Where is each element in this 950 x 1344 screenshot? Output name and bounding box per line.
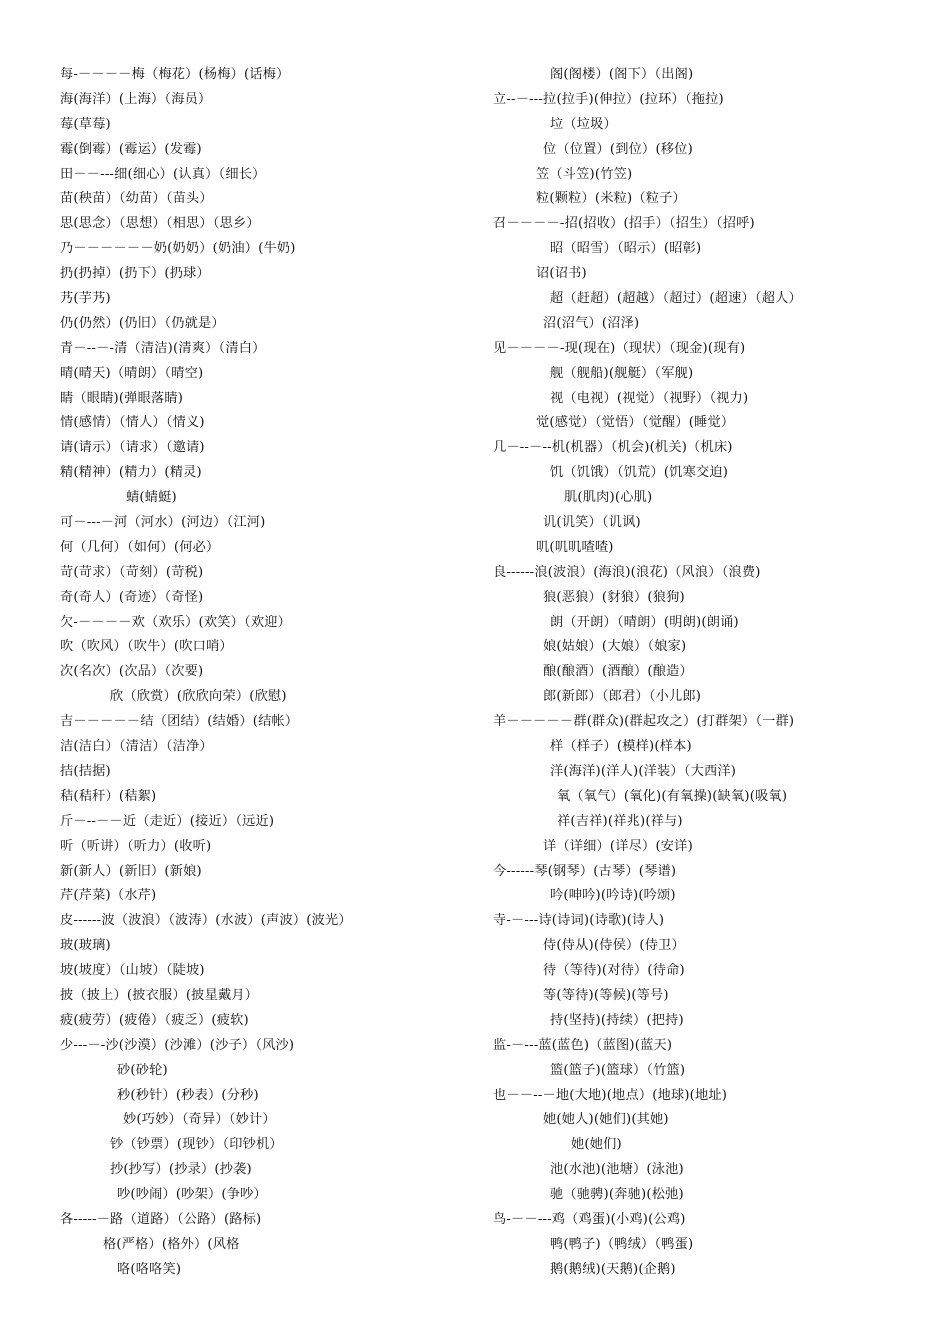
word-entry-line: 位（位置）(到位）(移位) [543,141,693,157]
word-entry-line: 疲(疲劳）(疲倦）（疲乏）(疲软) [60,1012,249,1028]
word-entry-line: 立--－---拉(拉手)(伸拉）(拉环）（拖拉) [493,91,724,107]
word-entry-line: 艿(芋艿) [60,291,111,307]
word-entry-line: 奇(奇人）(奇迹）（奇怪) [60,589,204,605]
word-entry-line: 情(感情）（情人）（情义) [60,415,205,431]
word-entry-line: 狼(恶狼）(豺狼）(狼狗) [543,589,685,605]
word-entry-line: 几－--－--机(机器）（机会)(机关)（机床) [493,440,733,456]
word-entry-line: 苛(苛求）（苛刻）(苛税) [60,564,204,580]
word-entry-line: 砂(砂轮) [117,1062,168,1078]
word-entry-line: 视（电视）(视觉）（视野）（视力) [550,390,749,406]
word-entry-line: 乃－－－－－－奶(奶奶）(奶油）(牛奶) [60,241,296,257]
word-entry-line: 阁(阁楼）(阁下）（出阁) [550,67,694,82]
word-entry-line: 秒(秒针）(秒表）(分秒) [117,1087,259,1103]
word-entry-line: 可－---－河（河水）(河边）（江河) [60,515,266,531]
word-entry-line: 各-----－路（道路）（公路）(路标) [60,1211,262,1227]
word-entry-line: 今------琴(钢琴）(古琴）(琴谱) [493,863,677,879]
word-entry-line: 她(她人)(她们)(其她) [543,1112,669,1128]
word-entry-line: 良------浪(波浪）(海浪)(浪花)（风浪）（浪费) [493,564,761,580]
word-entry-line: 吟(呻吟)(吟诗)(吟颂) [550,888,676,904]
word-entry-line: 扔(扔掉）(扔下）(扔球） [60,266,210,282]
word-entry-line: 吹（吹风）（吹牛）(吹口哨） [60,639,233,655]
word-entry-line: 听（听讲）（听力）(收听) [60,838,212,854]
word-entry-line: 妙(巧妙）（奇异）（妙计） [123,1112,276,1128]
word-entry-line: 她(她们) [571,1137,622,1153]
word-entry-line: 超（赶超）(超越）（超过）(超速）（超人） [550,291,802,307]
word-entry-line: 沼(沼气）(沼泽) [543,315,640,331]
word-entry-line: 觉(感觉）（觉悟）（觉醒）(睡觉） [536,415,735,431]
word-entry-line: 待（等待)(对待）(待命) [543,963,685,979]
word-entry-line: 氧（氧气）(氧化)(有氧操)(缺氧)(吸氧) [557,788,788,804]
word-entry-line: 粒(颗粒）(米粒)（粒子） [536,191,686,207]
word-entry-line: 驰（驰骋)(奔驰)(松弛) [550,1187,684,1203]
word-entry-line: 侍(侍从)(侍侯）(侍卫） [543,938,685,954]
word-entry-line: 鸭(鸭子)（鸭绒）（鸭蛋) [550,1236,694,1252]
word-entry-line: 祥(吉祥)(祥兆)(祥与) [557,813,683,829]
word-entry-line: 青－--－-清（清洁)(清爽）（清白） [60,340,266,356]
word-entry-line: 垃（垃圾） [550,116,617,132]
word-entry-line: 朗（开朗）（晴朗）(明朗)(朗诵) [550,614,739,630]
word-entry-line: 郎(新郎）（郎君）（小儿郎) [543,689,702,705]
word-entry-line: 霉(倒霉）(霉运）(发霉) [60,141,202,157]
word-entry-line: 精(精神）(精力）(精灵) [60,465,202,481]
word-entry-line: 洁(洁白）（清洁）（洁净） [60,739,213,755]
word-entry-line: 鸟-－－---鸡（鸡蛋)(小鸡)(公鸡) [493,1211,686,1227]
word-entry-line: 讥(讥笑）（讥讽) [543,515,641,531]
word-entry-line: 羊－－－－－群(群众)(群起攻之）(打群架）（一群) [493,714,795,730]
word-entry-line: 每-－－－－梅（梅花）(杨梅）(话梅） [60,67,290,82]
word-entry-line: 少---－-沙(沙漠）(沙滩）(沙子）（风沙) [60,1037,295,1053]
word-entry-line: 钞（钞票）(现钞）（印钞机） [110,1137,283,1153]
word-entry-line: 召－－－－-招(招收）(招手）（招生）（招呼) [493,216,755,232]
word-entry-line: 持(坚持)(持续）(把持) [550,1012,684,1028]
word-entry-line: 皮------波（波浪）（波涛）(水波）(声波）(波光） [60,913,352,929]
word-entry-line: 吵(吵闹）(吵架）(争吵） [117,1187,267,1203]
word-entry-line: 洋(海洋)(洋人)(洋装）（大西洋) [550,763,737,779]
word-entry-line: 拮(拮据) [60,763,111,779]
word-entry-line: 池(水池)(池塘）(泳池) [550,1162,684,1178]
word-entry-line: 思(思念）（思想）（相思）（思乡） [60,216,260,232]
word-entry-line: 见－－－－-现(现在)（现状）（现金)(现有) [493,340,746,356]
word-entry-line: 苗(秧苗）（幼苗）（苗头） [60,191,213,207]
word-entry-line: 欠-－－－－欢（欢乐）(欢笑）（欢迎） [60,614,291,630]
word-entry-line: 睛（眼睛)(弹眼落睛) [60,390,184,406]
word-entry-line: 样（样子）(模样)(样本) [550,739,692,755]
word-entry-line: 诏(诏书) [536,266,587,282]
word-entry-line: 披（披上）(披衣服）(披星戴月） [60,987,259,1003]
right-column [493,63,933,1283]
word-entry-line: 格(严格）(格外）(风格 [103,1236,240,1252]
word-entry-line: 寺-－---诗(诗词)(诗歌)(诗人) [493,913,665,929]
word-entry-line: 晴(晴天)（晴朗）（晴空) [60,365,204,381]
word-entry-line: 饥（饥饿）（饥荒）(饥寒交迫) [550,465,729,481]
word-entry-line: 仍(仍然）(仍旧）（仍就是） [60,315,225,331]
word-entry-line: 海(海洋）(上海）（海员） [60,91,212,107]
word-entry-line: 也－－--－地(大地)(地点）(地球)(地址) [493,1087,728,1103]
word-entry-line: 坡(坡度）（山坡）（陡坡) [60,963,205,979]
word-entry-line: 舰（舰船)(舰艇）（军舰) [550,365,694,381]
word-entry-line: 等(等待)(等候)(等号) [543,987,669,1003]
word-entry-line: 欣（欣赏）(欣欣向荣）(欣慰) [110,689,287,705]
word-entry-line: 请(请示）（请求）（邀请) [60,440,205,456]
word-entry-line: 莓(草莓) [60,116,111,132]
word-entry-line: 田－－---细(细心）(认真）（细长） [60,166,266,182]
word-entry-line: 昭（昭雪）（昭示）(昭彰) [550,241,702,257]
word-entry-line: 叽(叽叽喳喳) [536,539,614,555]
word-entry-line: 玻(玻璃) [60,938,111,954]
word-entry-line: 酿(酿酒）(酒酿）(酿造） [543,664,693,680]
word-entry-line: 鹅(鹅绒)(天鹅)(企鹅) [550,1261,676,1277]
word-entry-line: 斤－--－－近（走近）(接近）（远近) [60,813,275,829]
word-entry-line: 肌(肌肉)(心肌) [564,490,653,506]
word-entry-line: 咯(咯咯笑) [117,1261,182,1277]
word-entry-line: 详（详细）(详尽）(安详) [543,838,693,854]
word-entry-line: 笠（斗笠)(竹笠) [536,166,633,182]
word-entry-line: 何（几何）（如何）(何必） [60,539,220,555]
left-column [60,63,480,1283]
word-entry-line: 新(新人）(新旧）(新娘) [60,863,202,879]
word-entry-line: 吉－－－－－结（团结）(结婚）(结帐） [60,714,299,730]
word-entry-line: 监-－---蓝(蓝色)（蓝图)(蓝天) [493,1037,673,1053]
word-entry-line: 秸(秸秆）(秸絮) [60,788,157,804]
word-entry-line: 娘(姑娘）(大娘）（娘家) [543,639,687,655]
word-entry-line: 芹(芹菜)（水芹) [60,888,157,904]
word-entry-line: 蜻(蜻蜓) [126,490,177,506]
word-entry-line: 抄(抄写）(抄录）(抄袭) [110,1162,252,1178]
word-entry-line: 篮(篮子)(篮球）（竹篮) [550,1062,686,1078]
word-entry-line: 次(名次）(次品）（次要) [60,664,204,680]
